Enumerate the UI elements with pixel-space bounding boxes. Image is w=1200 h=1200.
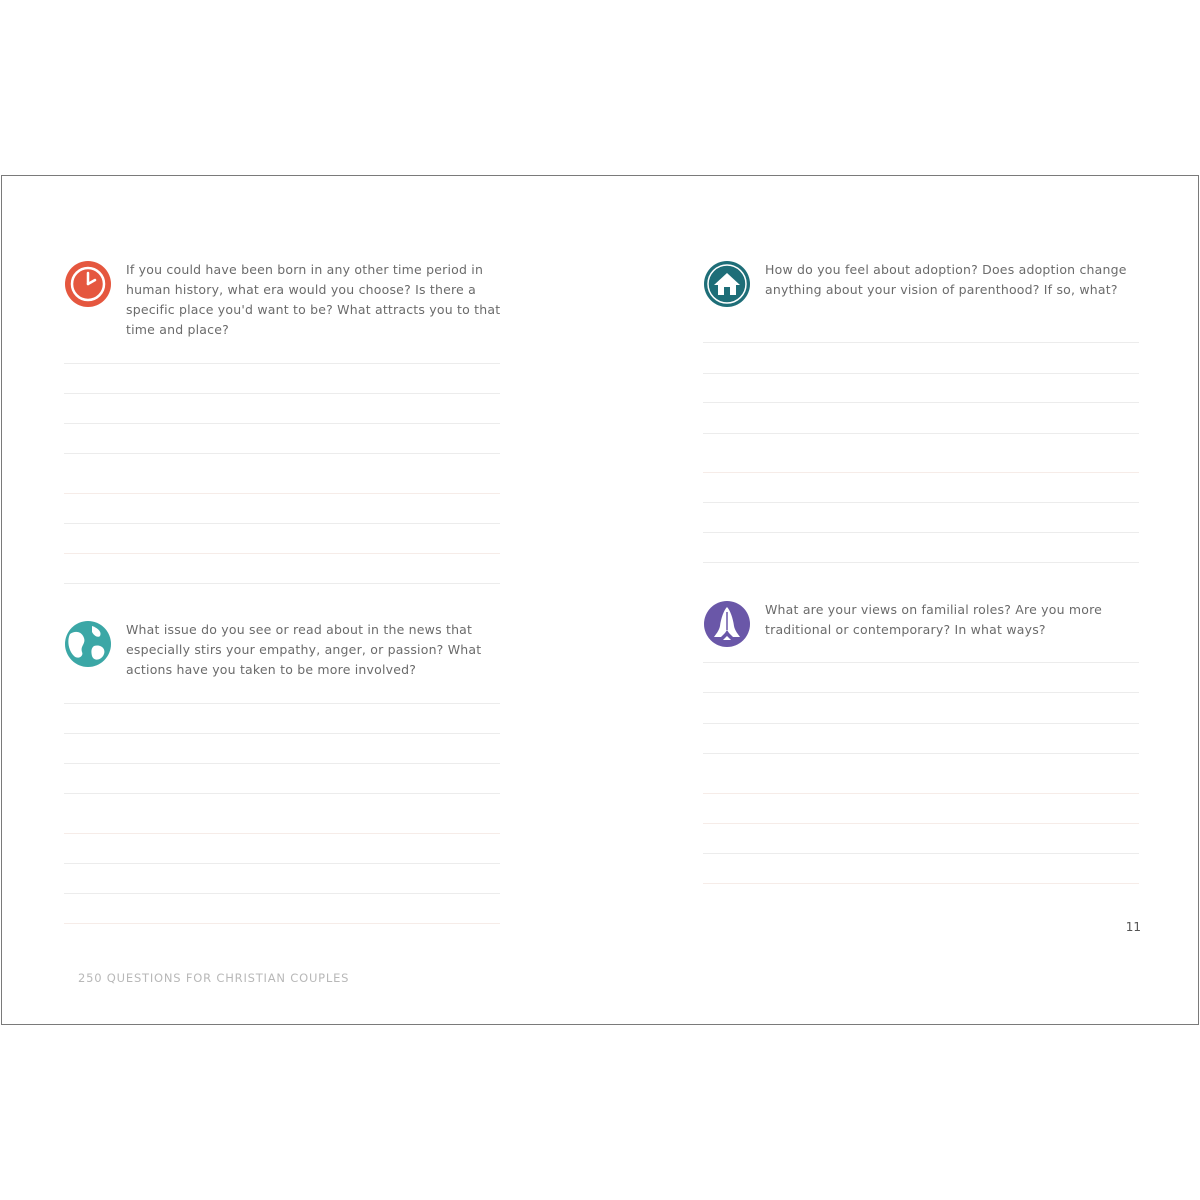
answer-line <box>703 853 1139 854</box>
answer-line <box>64 493 500 494</box>
question-text: If you could have been born in any other time period in human history, what era would you choose? Is there a specific place you'd want to be? What attracts you to that time and place? <box>126 262 501 337</box>
house-icon <box>703 260 751 308</box>
question-block-2 <box>64 620 504 940</box>
page-number: 11 <box>1125 920 1141 934</box>
answer-line <box>703 823 1139 824</box>
answer-line <box>703 883 1139 884</box>
answer-line <box>64 393 500 394</box>
answer-line <box>64 863 500 864</box>
question-block-3 <box>703 260 1143 570</box>
answer-line <box>64 733 500 734</box>
question-text: How do you feel about adoption? Does adoption change anything about your vision of parenthood? If so, what? <box>765 262 1127 297</box>
answer-line <box>703 472 1139 473</box>
question-text: What issue do you see or read about in the news that especially stirs your empathy, anger, or passion? What actions have you taken to be more involved? <box>126 622 482 677</box>
answer-line <box>703 793 1139 794</box>
answer-line <box>64 703 500 704</box>
answer-line <box>703 502 1139 503</box>
question-text: What are your views on familial roles? Are you more traditional or contemporary? In what ways? <box>765 602 1103 637</box>
answer-line <box>64 923 500 924</box>
right-page <box>600 176 1198 1024</box>
answer-line <box>703 753 1139 754</box>
book-title-footer: 250 QUESTIONS FOR CHRISTIAN COUPLES <box>78 971 350 985</box>
answer-line <box>64 833 500 834</box>
answer-line <box>64 583 500 584</box>
answer-line <box>703 662 1139 663</box>
answer-line <box>703 692 1139 693</box>
left-page <box>2 176 600 1024</box>
answer-line <box>703 402 1139 403</box>
answer-line <box>703 433 1139 434</box>
answer-line <box>64 893 500 894</box>
answer-line <box>703 342 1139 343</box>
answer-line <box>703 562 1139 563</box>
question-block-4 <box>703 600 1143 890</box>
answer-line <box>64 453 500 454</box>
answer-line <box>703 373 1139 374</box>
clock-icon <box>64 260 112 308</box>
answer-line <box>703 532 1139 533</box>
question-block-1 <box>64 260 504 590</box>
globe-icon <box>64 620 112 668</box>
answer-line <box>64 523 500 524</box>
book-spread <box>1 175 1199 1025</box>
answer-line <box>64 363 500 364</box>
answer-line <box>64 793 500 794</box>
answer-line <box>64 763 500 764</box>
answer-line <box>64 423 500 424</box>
praying-hands-icon <box>703 600 751 648</box>
answer-line <box>64 553 500 554</box>
answer-line <box>703 723 1139 724</box>
